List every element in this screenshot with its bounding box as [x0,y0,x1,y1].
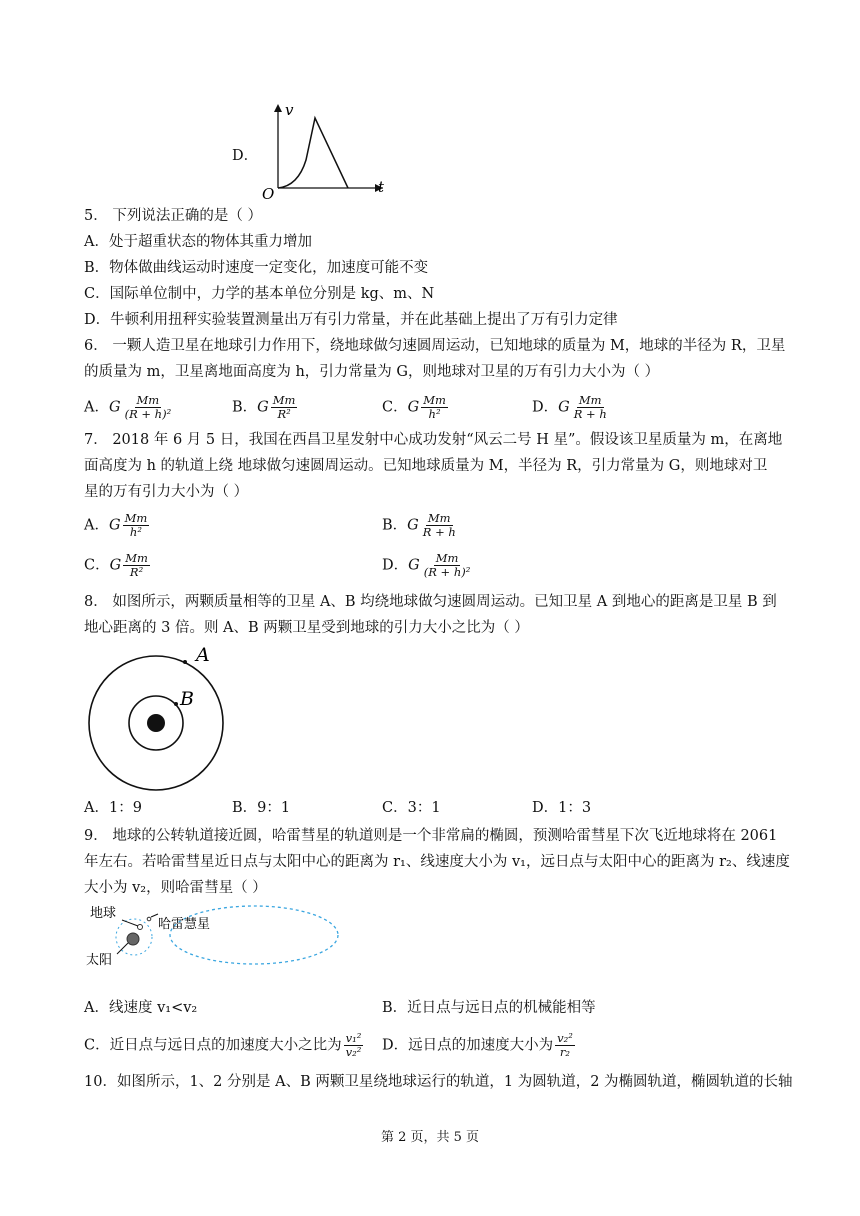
q5-stem: 5． 下列说法正确的是（ ） [84,208,262,224]
q9-stem-line1: 9． 地球的公转轨道接近圆，哈雷彗星的轨道则是一个非常扁的椭圆，预测哈雷彗星下次飞近地球将在 2061 [84,828,778,844]
q4-vt-graph [258,100,393,200]
q6-stem-line2: 的质量为 m，卫星离地面高度为 h，引力常量为 G，则地球对卫星的万有引力大小为（ ） [84,364,660,380]
q8-label-a: A [196,644,210,666]
q7-stem-line1: 7． 2018 年 6 月 5 日，我国在西昌卫星发射中心成功发射“风云二号 H 星”。假设该卫星质量为 m，在离地 [84,432,783,448]
page-footer: 第 2 页，共 5 页 [380,1130,480,1145]
q7-stem-line3: 星的万有引力大小为（ ） [84,484,249,500]
q6-option-c: C．G $\frac{Mm}{\text{h²}}$ [382,393,446,421]
q4-graph-x-label: t [378,178,385,196]
q6-option-b: B．G $\frac{Mm}{\text{R²}}$ [232,393,296,421]
q5-option-d: D．牛顿利用扭秤实验装置测量出万有引力常量，并在此基础上提出了万有引力定律 [84,312,618,328]
q9-label-earth: 地球 [90,906,117,921]
q9-halley-orbit-diagram [84,902,344,982]
q5-option-c: C．国际单位制中，力学的基本单位分别是 kg、m、N [84,286,435,302]
q10-stem-line1: 10．如图所示，1、2 分别是 A、B 两颗卫星绕地球运行的轨道，1 为圆轨道，2 为椭圆轨道，椭圆轨道的长轴 [84,1074,793,1090]
q4-option-d-label: D． [232,148,259,164]
q8-option-a: A．1：9 [84,800,142,816]
q6-stem-line1: 6． 一颗人造卫星在地球引力作用下，绕地球做匀速圆周运动，已知地球的质量为 M，地球的半径为 R，卫星 [84,338,786,354]
q9-option-a: A．线速度 v₁<v₂ [84,1000,198,1016]
q8-stem-line1: 8． 如图所示，两颗质量相等的卫星 A、B 均绕地球做匀速圆周运动。已知卫星 A 到地心的距离是卫星 B 到 [84,594,777,610]
q7-option-b: B．G $\frac{Mm}{R + h}$ [382,511,456,539]
q9-label-comet: 哈雷慧星 [158,917,211,932]
q5-option-b: B．物体做曲线运动时速度一定变化，加速度可能不变 [84,260,429,276]
q8-stem-line2: 地心距离的 3 倍。则 A、B 两颗卫星受到地球的引力大小之比为（ ） [84,620,529,636]
q9-stem-line3: 大小为 v₂，则哈雷彗星（ ） [84,880,267,896]
q5-option-a: A．处于超重状态的物体其重力增加 [84,234,312,250]
q6-option-d: D．G $\frac{Mm}{R + h}$ [532,393,607,421]
q8-option-d: D．1：3 [532,800,592,816]
q8-option-c: C．3：1 [382,800,441,816]
q9-option-b: B．近日点与远日点的机械能相等 [382,1000,596,1016]
q8-label-b: B [180,688,194,710]
q4-graph-y-label: v [285,101,294,119]
q8-orbit-diagram [84,642,234,792]
q7-option-a: A．G $\frac{Mm}{\text{h²}}$ [84,511,148,539]
q9-option-d: D．远日点的加速度大小为 $\frac{\text{v₂²}}{\text{r₂}}$ [382,1031,573,1059]
q7-option-c: C．G $\frac{Mm}{\text{R²}}$ [84,551,148,579]
q9-option-c: C．近日点与远日点的加速度大小之比为 $\frac{\text{v₁²}}{\text{v₂²}}$ [84,1031,362,1059]
q4-graph-origin: O [262,185,275,200]
q7-option-d: D．G $\frac{Mm}{\text{(R + h)²}}$ [382,551,471,579]
q8-option-b: B．9：1 [232,800,291,816]
q9-label-sun: 太阳 [86,953,113,968]
q7-stem-line2: 面高度为 h 的轨道上绕 地球做匀速圆周运动。已知地球质量为 M，半径为 R，引力常量为 G，则地球对卫 [84,458,768,474]
q9-stem-line2: 年左右。若哈雷彗星近日点与太阳中心的距离为 r₁、线速度大小为 v₁，远日点与太阳中心的距离为 r₂、线速度 [84,854,790,870]
q6-option-a: A．G $\frac{Mm}{\text{(R + h)²}}$ [84,393,172,421]
